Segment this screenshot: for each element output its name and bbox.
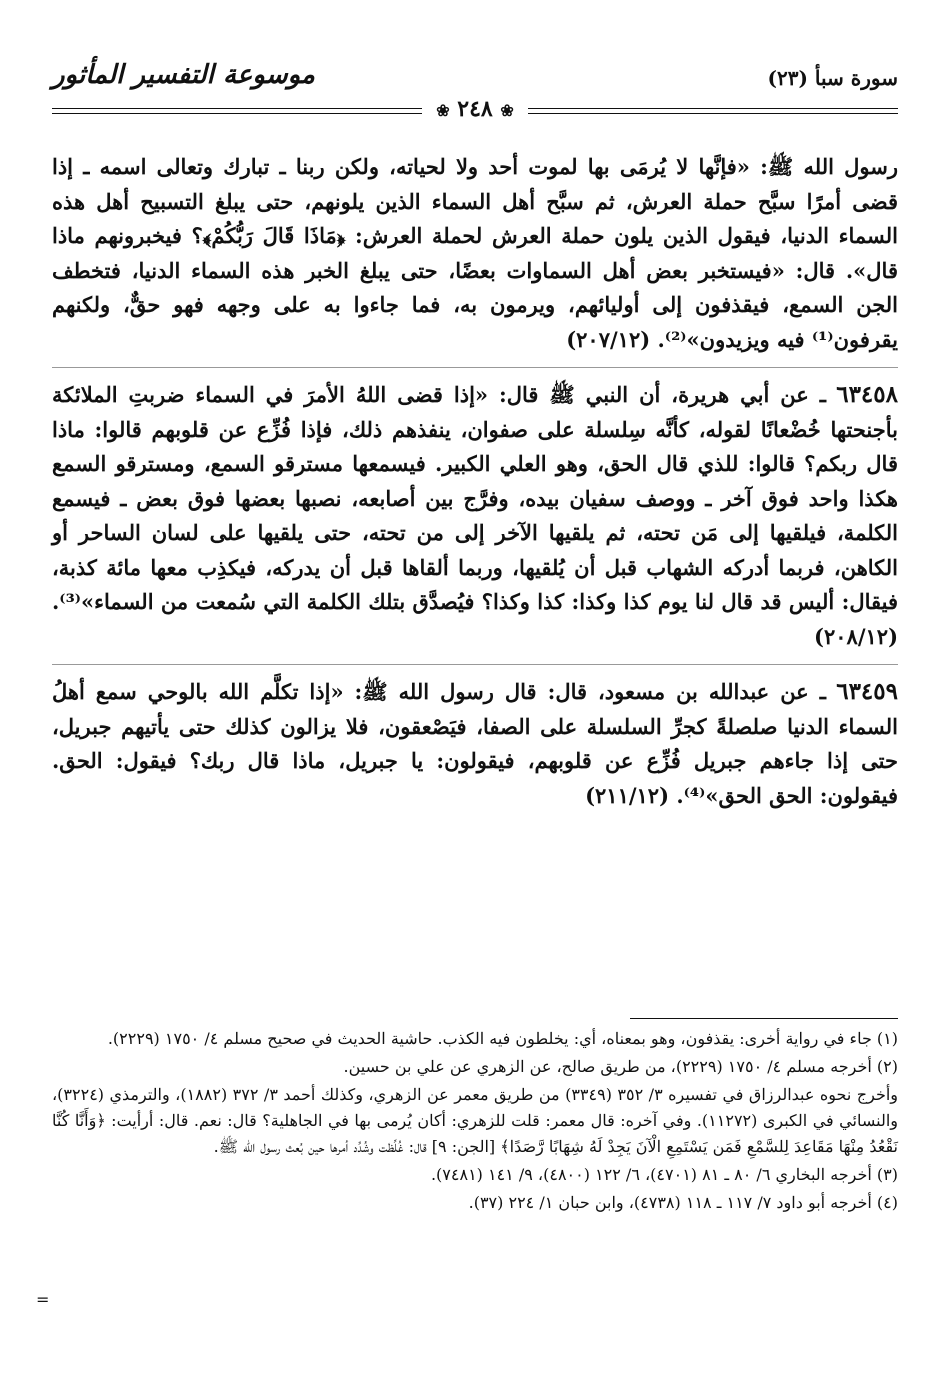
footnote-1: (١) جاء في رواية أخرى: يقذفون، وهو بمعناه، أي: يخلطون فيه الكذب. حاشية الحديث في صحيح مسلم ٤/ ١٧٥٠ (٢٢٢٩). [107, 1029, 898, 1048]
book-title: موسوعة التفسير المأثور [52, 60, 315, 90]
paragraph-divider [52, 367, 898, 368]
surah-title: سورة سبأ (٢٣) [767, 66, 898, 90]
hadith-number: ٦٣٤٥٩ [836, 678, 898, 705]
margin-mark: = [36, 1290, 50, 1309]
footnote-3: (٣) أخرجه البخاري ٦/ ٨٠ ـ ٨١ (٤٧٠١)، ٦/ ١٢٢ (٤٨٠٠)، ٩/ ١٤١ (٧٤٨١). [430, 1165, 898, 1184]
footnote-rule [630, 1018, 898, 1019]
hadith-63458 [52, 378, 898, 654]
hadith-text: ـ عن أبي هريرة، أن النبي ﷺ قال: «إذا قضى اللهُ الأمرَ في السماء ضربتِ الملائكة بأجنحتها خُضْعانًا لقوله، كأنَّه سِلسلة على صفوان، ينفذهم ذلك، فإذا فُزِّع عن قلوبهم قالوا: ماذا قال ربكم؟ قالوا: للذي قال الحق، وهو العلي الكبير. فيسمعها مسترقو السمع، ومسترقو السمع هكذا واحد فوق آخر ـ ووصف سفيان بيده، وفرَّج بين أصابعه، نصبها بعضها فوق بعض ـ فيسمع الكلمة، فيلقيها إلى مَن تحته، ثم يلقيها الآخر إلى من تحته، حتى يلقيها على لسان الساحر أو الكاهن، فربما أدركه الشهاب قبل أن يُلقيها، وربما ألقاها قبل أن يدركه، فيكذِب معها مائة كذبة، فيقال: أليس قد قال لنا يوم كذا وكذا: كذا وكذا؟ فيُصدَّق بتلك الكلمة التي سُمعت من السماء»⁽³⁾. (٢٠٨/١٢) [52, 382, 898, 649]
page-number: ٢٤٨ [457, 96, 493, 122]
page [52, 58, 898, 808]
paragraph-divider [52, 664, 898, 665]
footnote-2-continued: وأخرج نحوه عبدالرزاق في تفسيره ٣/ ٣٥٢ (٣٣٤٩) من طريق معمر عن الزهري، وكذلك أحمد ٣/ ٣٧٢ (١٨٨٢)، والترمذي (٣٢٢٤)، والنسائي في الكبرى (١١٢٧٢). وفي آخره: قال معمر: قلت للزهري: أكان يُرمى بها في الجاهلية؟ قال: نعم. قال: أرأيت: ﴿وَأَنَّا كُنَّا نَقْعُدُ مِنْهَا مَقَاعِدَ لِلسَّمْعِ فَمَن يَسْتَمِعِ الْآنَ يَجِدْ لَهُ شِهَابًا رَّصَدًا﴾ [الجن: ٩] قال: غُلِّظت وشُدِّد أمرها حين بُعث رسول الله ﷺ. [52, 1085, 899, 1156]
hadith-text: ـ عن عبدالله بن مسعود، قال: قال رسول الله ﷺ: «إذا تكلَّم الله بالوحي سمع أهلُ السماء الدنيا صلصلةً كجرِّ السلسلة على الصفا، فيَصْعقون، فلا يزالون كذلك حتى يأتيهم جبريل، حتى إذا جاءهم جبريل فُزِّع عن قلوبهم، فيقولون: يا جبريل، ماذا قال ربك؟ فيقول: الحق. فيقولون: الحق الحق»⁽⁴⁾. (٢١١/١٢) [52, 679, 898, 808]
ornament-left-icon: ❀ [436, 101, 450, 120]
footnote-2: (٢) أخرجه مسلم ٤/ ١٧٥٠ (٢٢٢٩)، من طريق صالح، عن الزهري عن علي بن حسين. [343, 1057, 898, 1076]
footnote-4: (٤) أخرجه أبو داود ٧/ ١١٧ ـ ١١٨ (٤٧٣٨)، وابن حبان ١/ ٢٢٤ (٣٧). [468, 1193, 898, 1212]
paragraph-continuation: رسول الله ﷺ: «فإنَّها لا يُرمَى بها لموت أحد ولا لحياته، ولكن ربنا ـ تبارك وتعالى اسمه ـ إذا قضى أمرًا سبَّح حملة العرش، ثم سبَّح أهل السماء الذين يلونهم، حتى يبلغ التسبيح أهل هذه السماء الدنيا، فيقول الذين يلون حملة العرش لحملة العرش: ﴿مَاذَا قَالَ رَبُّكُمْ﴾؟ فيخبرونهم ماذا قال». قال: «فيستخبر بعض أهل السماوات بعضًا، حتى يبلغ الخبر هذه السماء الدنيا، فتخطف الجن السمع، فيقذفون إلى أوليائهم، ويرمون به، فما جاءوا به على وجهه فهو حقٌّ، ولكنهم يقرفون⁽¹⁾ فيه ويزيدون»⁽²⁾. (٢٠٧/١٢) [52, 154, 898, 352]
main-text [52, 150, 898, 813]
ornament-right-icon: ❀ [500, 101, 514, 120]
page-number-block [422, 96, 528, 122]
hadith-63459 [52, 675, 898, 813]
hadith-number: ٦٣٤٥٨ [836, 381, 898, 408]
running-header [52, 58, 898, 122]
footnotes [52, 1026, 898, 1218]
page-number-wrap [52, 96, 898, 122]
